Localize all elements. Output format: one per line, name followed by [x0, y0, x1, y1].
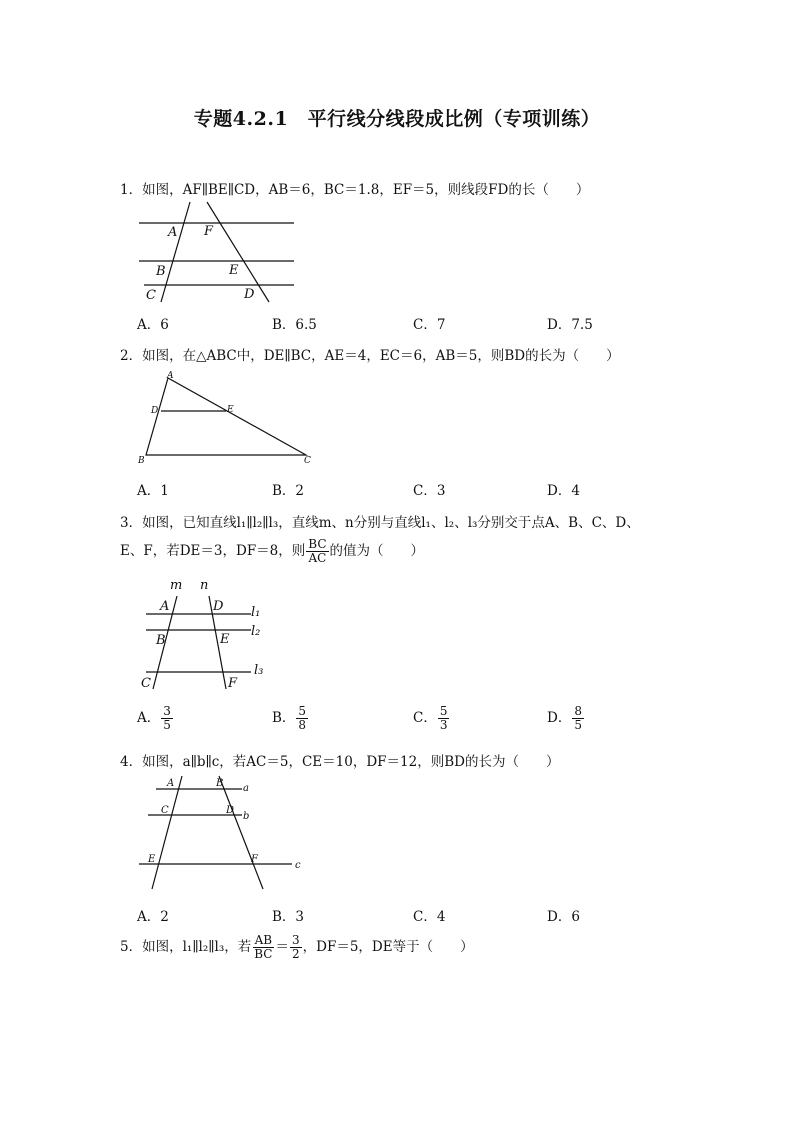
- question-3-stem-line2: [120, 538, 424, 565]
- fraction-numerator: 3: [163, 704, 171, 718]
- option-d[interactable]: D．4: [547, 483, 580, 499]
- fig3-label-b: B: [156, 633, 166, 648]
- fig4-label-a-line: a: [243, 783, 249, 794]
- option-b[interactable]: B．3: [272, 909, 305, 925]
- option-d[interactable]: [547, 705, 585, 732]
- fig2-label-c: C: [304, 456, 311, 466]
- option-c[interactable]: [413, 705, 450, 732]
- fig1-label-d: D: [244, 287, 255, 302]
- fraction-denominator: AC: [308, 551, 327, 565]
- fig2-label-b: B: [138, 456, 145, 466]
- option-a[interactable]: A．2: [137, 909, 169, 925]
- fraction-numerator: 5: [439, 704, 448, 718]
- fig3-label-c: C: [141, 676, 151, 691]
- fig4-label-b: B: [216, 778, 224, 789]
- fraction-denominator: BC: [254, 947, 273, 961]
- fraction-denominator: 5: [163, 718, 171, 732]
- stem-text: 的值为（ ）: [329, 543, 425, 559]
- fig4-label-b-line: b: [243, 811, 250, 822]
- fig1-label-c: C: [146, 288, 156, 303]
- option-b[interactable]: B．2: [272, 483, 305, 499]
- question-2-figure: [134, 370, 319, 466]
- fraction-bc-ac: [306, 538, 328, 565]
- option-fraction: [296, 705, 308, 732]
- stem-text: ，DF＝5，DE等于（ ）: [302, 939, 474, 955]
- fraction-numerator: 5: [298, 704, 307, 718]
- question-4-stem: 4．如图，a∥b∥c，若AC＝5，CE＝10，DF＝12，则BD的长为（ ）: [120, 754, 560, 770]
- question-3-figure: [136, 574, 276, 692]
- fraction-numerator: 3: [291, 933, 300, 947]
- question-2-stem: 2．如图，在△ABC中，DE∥BC，AE＝4，EC＝6，AB＝5，则BD的长为（ ）: [120, 348, 620, 364]
- fig3-label-l1: l₁: [251, 605, 261, 620]
- question-4-figure: [134, 772, 309, 894]
- stem-text: 5．如图，l₁∥l₂∥l₃，若: [120, 939, 252, 955]
- fig2-label-d: D: [151, 406, 159, 416]
- fig1-label-a: A: [168, 225, 178, 240]
- option-prefix: A．: [137, 710, 161, 726]
- fig3-label-a: A: [160, 599, 170, 614]
- option-prefix: B．: [272, 710, 296, 726]
- fraction-denominator: 2: [291, 947, 300, 961]
- option-d[interactable]: D．7.5: [547, 317, 593, 333]
- fig3-label-n: n: [200, 578, 209, 593]
- option-a[interactable]: A．6: [137, 317, 169, 333]
- fig4-label-f: F: [251, 854, 258, 865]
- fraction-3-2: [290, 934, 302, 961]
- option-fraction: [438, 705, 450, 732]
- page-title: 专题4.2.1 平行线分线段成比例（专项训练）: [193, 108, 601, 130]
- fraction-denominator: 8: [298, 718, 307, 732]
- option-c[interactable]: C．4: [413, 909, 446, 925]
- fig4-label-a: A: [167, 778, 175, 789]
- question-5-stem: [120, 934, 474, 961]
- option-c[interactable]: C．7: [413, 317, 446, 333]
- option-fraction: [572, 705, 584, 732]
- question-1-figure: [134, 198, 299, 306]
- stem-text: E、F，若DE＝3，DF＝8，则: [120, 543, 306, 559]
- fraction-numerator: AB: [254, 933, 273, 947]
- question-3-stem-line1: 3．如图，已知直线l₁∥l₂∥l₃，直线m、n分别与直线l₁、l₂、l₃分别交于点A、B、C、D、: [120, 515, 640, 531]
- fig3-label-e: E: [220, 632, 230, 647]
- option-prefix: D．: [547, 710, 572, 726]
- fig3-label-l3: l₃: [254, 663, 264, 678]
- fraction-denominator: 5: [574, 718, 582, 732]
- option-fraction: [161, 705, 173, 732]
- equals-sign: ＝: [275, 939, 289, 955]
- option-d[interactable]: D．6: [547, 909, 580, 925]
- fraction-denominator: 3: [439, 718, 448, 732]
- option-a[interactable]: A．1: [137, 483, 169, 499]
- fraction-numerator: BC: [308, 537, 327, 551]
- option-prefix: C．: [413, 710, 437, 726]
- option-c[interactable]: C．3: [413, 483, 446, 499]
- fig3-label-m: m: [170, 578, 183, 593]
- fig3-label-f: F: [228, 676, 238, 691]
- fig4-label-d: D: [226, 805, 235, 816]
- fig1-label-f: F: [204, 224, 214, 239]
- fig3-label-d: D: [213, 599, 224, 614]
- fig1-label-b: B: [156, 264, 166, 279]
- fraction-ab-bc: [252, 934, 274, 961]
- fig2-label-e: E: [227, 405, 234, 415]
- fig4-label-c: C: [161, 805, 169, 816]
- fig3-label-l2: l₂: [251, 624, 261, 639]
- fig4-label-e: E: [148, 854, 156, 865]
- fraction-numerator: 8: [574, 704, 582, 718]
- question-1-stem: 1．如图，AF∥BE∥CD，AB＝6，BC＝1.8，EF＝5，则线段FD的长（ ）: [120, 182, 590, 198]
- fig4-label-c-line: c: [295, 860, 301, 871]
- option-b[interactable]: B．6.5: [272, 317, 317, 333]
- option-a[interactable]: [137, 705, 174, 732]
- fig1-label-e: E: [229, 263, 239, 278]
- fig2-label-a: A: [167, 371, 174, 381]
- option-b[interactable]: [272, 705, 309, 732]
